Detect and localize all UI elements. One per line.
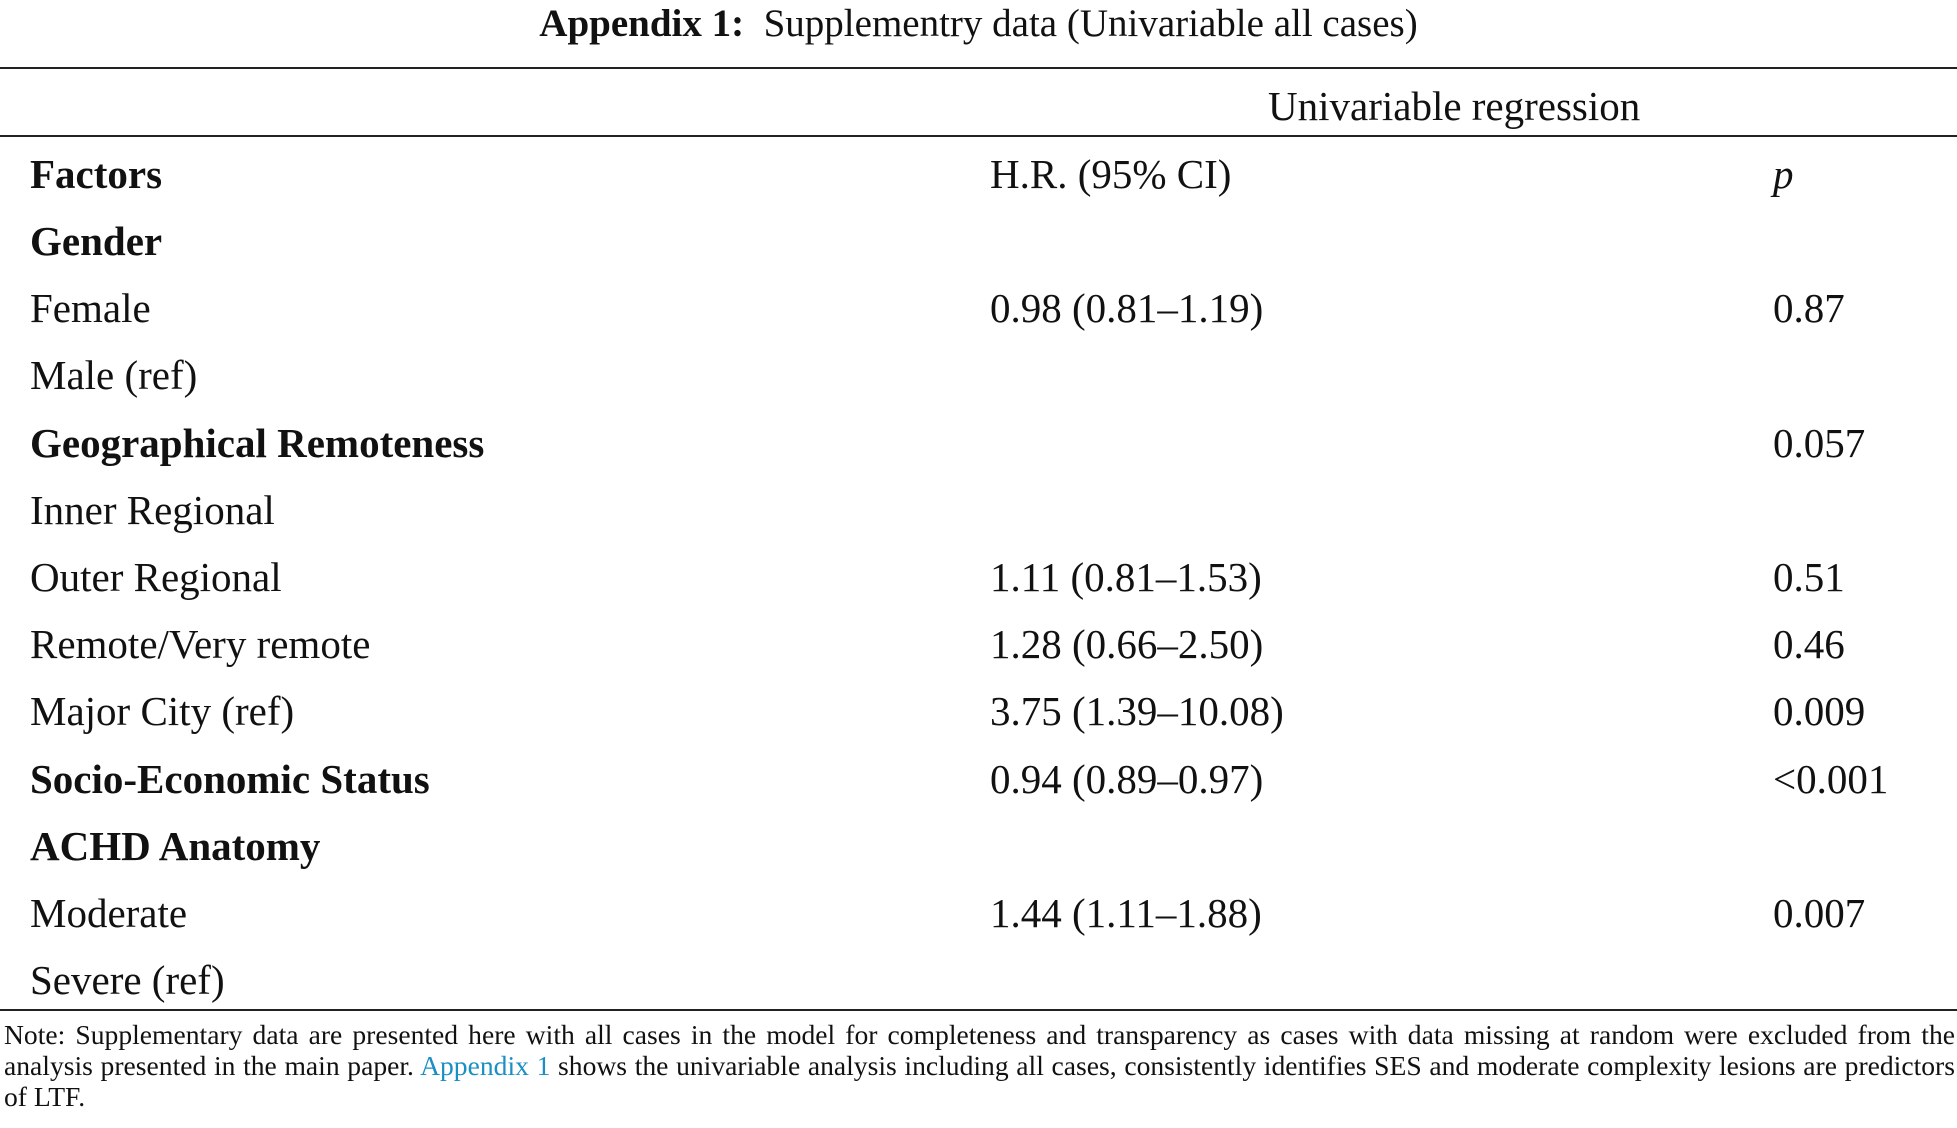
hr-cell: 0.98 (0.81–1.19) <box>990 285 1264 331</box>
factor-cell: Female <box>30 285 151 331</box>
table-row <box>0 678 1957 745</box>
column-header-p: p <box>1773 151 1794 197</box>
caption-label: Appendix 1: <box>539 2 745 45</box>
hr-cell: 0.94 (0.89–0.97) <box>990 756 1264 802</box>
hr-cell: 1.11 (0.81–1.53) <box>990 554 1262 600</box>
table-row <box>0 880 1957 947</box>
p-value-cell: 0.87 <box>1773 285 1845 331</box>
table-row <box>0 746 1957 813</box>
table-row <box>0 544 1957 611</box>
hr-cell: 1.28 (0.66–2.50) <box>990 621 1264 667</box>
table-row <box>0 342 1957 409</box>
table-row <box>0 813 1957 880</box>
p-value-cell: 0.51 <box>1773 554 1845 600</box>
column-header-row <box>0 141 1957 208</box>
table-row <box>0 410 1957 477</box>
note-text-before: Note: Supplementary data are presented here with all cases in the model for completeness and transparency as cases with data missing at random were excluded from the analysis presented in the main paper. <box>4 1019 1955 1081</box>
p-value-cell: 0.057 <box>1773 420 1866 466</box>
table-row <box>0 477 1957 544</box>
table-caption <box>0 2 1957 46</box>
factor-cell: Geographical Remoteness <box>30 420 485 466</box>
column-header-factors: Factors <box>30 151 163 197</box>
caption-title: Supplementry data (Univariable all cases) <box>763 2 1418 45</box>
p-value-cell: 0.007 <box>1773 890 1866 936</box>
hr-cell: 3.75 (1.39–10.08) <box>990 688 1284 734</box>
factor-cell: ACHD Anatomy <box>30 823 321 869</box>
factor-cell: Remote/Very remote <box>30 621 371 667</box>
group-header: Univariable regression <box>1268 83 1641 129</box>
p-value-cell: 0.009 <box>1773 688 1866 734</box>
factor-cell: Moderate <box>30 890 188 936</box>
p-value-cell: <0.001 <box>1773 756 1889 802</box>
note-text-after: shows the univariable analysis including all cases, consistently identifies SES and moderate complexity lesions are predictors of LTF. <box>4 1050 1955 1112</box>
factor-cell: Socio-Economic Status <box>30 756 430 802</box>
factor-cell: Gender <box>30 218 163 264</box>
bottom-rule <box>0 1009 1957 1011</box>
factor-cell: Major City (ref) <box>30 688 295 734</box>
table-row <box>0 208 1957 275</box>
table-note <box>4 1019 1955 1112</box>
table-row <box>0 611 1957 678</box>
column-header-hr: H.R. (95% CI) <box>990 151 1232 197</box>
factor-cell: Severe (ref) <box>30 957 225 1003</box>
p-value-cell: 0.46 <box>1773 621 1845 667</box>
group-header-rule <box>0 135 1957 137</box>
appendix-link[interactable]: Appendix 1 <box>420 1050 551 1081</box>
factor-cell: Male (ref) <box>30 352 198 398</box>
table-row <box>0 275 1957 342</box>
table-row <box>0 947 1957 1014</box>
top-rule <box>0 67 1957 69</box>
factor-cell: Outer Regional <box>30 554 282 600</box>
hr-cell: 1.44 (1.11–1.88) <box>990 890 1262 936</box>
factor-cell: Inner Regional <box>30 487 275 533</box>
